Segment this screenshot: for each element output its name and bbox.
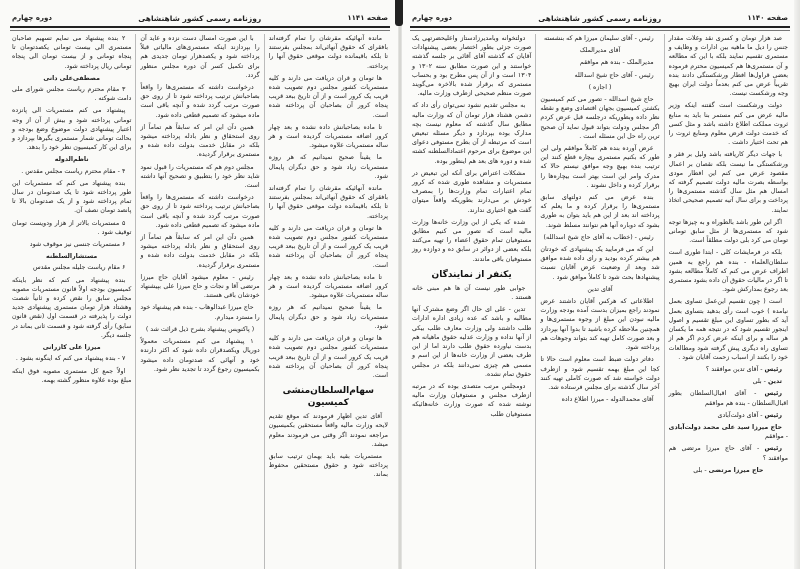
paragraph: جوابی طور نیست آن ها هم مبنی خانه هستند .: [412, 284, 532, 302]
vote-text: آقای دولت‌آبادی: [717, 411, 759, 419]
right-columns: [408, 34, 792, 569]
header-rule-thin: [410, 30, 790, 31]
binding-mark: [395, 0, 403, 26]
signature: مستشارالسلطنه: [46, 253, 98, 261]
proposal-heading: ۴ - مقام محترم ریاست مجلس مقدس .: [21, 167, 126, 175]
right-page-number: صفحه ۱۱۴۰: [747, 14, 788, 22]
right-page: [400, 0, 800, 569]
left-gazette-title: روزنامه رسمی کشور شاهنشاهی: [138, 13, 262, 23]
right-col-2: [535, 34, 663, 569]
section-heading: یکنفر از نمایندگان: [431, 269, 512, 280]
paragraph: بنده پیشنهاد می کنم که نظر باینکه کمیسیون بودجه اولاً قانون مستمریات مصوبه مجلس سابق را نقض کرده و ثانیاً شصت وهشتاد هزار تومان مستمری پیشنهادی جدید دولت را پذیرفته در قسمت اول (نقض قانون سابق) رأی گرفته شود و قسمت ثانی بماند در جلسه دیگر.: [12, 276, 132, 339]
paragraph: به مجلس تقدیم نشود نمی‌توان رأی داد که دشمن هشتاد هزار تومان آن که وزارت مالیه مطابق سال گذشته که معلوم نیست بچه مدارک بوده بپردازد و دیگر مسئله تبعیض است که مرتبطه از آن بطرح مستوفی دعوای این موضوع برای مرحوم اعتمادالسلطنه کشته شده و دوره های بعد هم اینطور بوده.: [412, 102, 532, 165]
paragraph: دفاتر دولت ضبط است معلوم است حالا تا کجا این مبلغ بهمه تقسیم شود و ازطرف دولت خواسته شد که صورت کاملی تهیه کنند آخر سال گذشته برای مجلس فرستاده شد.: [540, 356, 660, 391]
parenthetical-note: ( پاکنویس پیشنهاد بشرح ذیل قرائت شد ): [145, 325, 255, 333]
header-rule: [10, 26, 390, 28]
paragraph: رئیس - معلوم میشود آقایان حاج میرزا مرتضی آقا و نجات و حاج میرزا علی بپیشنهاد خودشان باقی هستند.: [140, 273, 260, 300]
right-col-3: [408, 34, 535, 569]
vote-line: رئیس - آقای حاج میرزا مرتضی هم موافقند ؟: [668, 445, 788, 462]
paragraph: با این صورت امسال دست نزده و عاید آن را بپردازند اینکه مستمری‌های مالیاتی قبلاً پرداخته شود و یکصدهزار تومان جدیدی هم برای تکمیل کسر آن دوره مجلس منظور گردد.: [140, 35, 260, 79]
paragraph: مشکلات اعتراض برای آنکه این تبعیض در مستمریات و مشاهده طوری شده که کرور تمام اعتبارات تمام وزارت‌ها را بمصرف خودش بر می‌دارند بطوریکه واقعاً میتوان گفت هیچ اختیاری ندارند.: [412, 169, 532, 214]
vote-line: تدین - بلی: [752, 378, 782, 386]
signature: ناظم‌الدوله: [54, 156, 89, 164]
speaker-heading: آقای تدین: [587, 285, 613, 293]
paragraph: مدیرالملک - بنده هم موافقم: [579, 59, 654, 67]
paragraph: همین دآن این امر که سابقاً هم تماماً از روی استحقاق و نظر بادله پرداخته میشود بلکه در مقابل خدمت بدولت داده شده و مستمری برقرار گردیده.: [140, 123, 260, 159]
paragraph: بنده پیشنهاد می کنم که مستمریات این طور پرداخته شود تا یک صدتومان در سال تمام پرداخته شود و از یک صدتومان بالا تا پانصد تومان نصف آن.: [12, 179, 132, 215]
paragraph: درخواست داشته که مستمری‌ها را واقعاً بصاحبانش ترتیب پرداخته شود تا از روی حق صورت مرتب گردد شده و آنچه باقی است ماده میشود که تصمیم قطعی داده شود.: [140, 194, 260, 229]
signature: میرزا علی کازرانی: [42, 344, 101, 352]
vote-line: رئیس - آقای تدین موافقند ؟: [705, 365, 782, 373]
paragraph: رئیس - آقای حاج شیخ اسدالله: [574, 71, 654, 79]
paragraph: ما یقیناً صحیح نمیدانیم که هر روزه مستمریات زیاد شود و حق دیگران پایمال شود.: [268, 304, 388, 330]
paragraph: رئیس - (خطاب به آقای حاج شیخ اسدالله): [543, 233, 654, 241]
paragraph: ( اجازه ): [588, 83, 612, 91]
paragraph: عرض آورده بنده هم کاملاً موافقم ولی این طور که بکنیم مستمری بیچاره قطع کنند این ترتیب بنده بهیچ وجه موافق نیستم حالا که مدرک وامر این است بهتر است بیچاره‌ها را برقرار کرده و داخل نشوند .: [540, 145, 660, 189]
paragraph: ها تومان و قران دریافت می دارند و کلیه مستمریات کشور مجلس دوم تصویب شده قریب یک کرور است و از آن تاریخ ببعد قریب پنجاه کرور آن بصاحبان آن پرداخته شده است.: [268, 335, 388, 379]
left-period-label: دوره چهارم: [12, 14, 52, 22]
right-col-1: [664, 34, 792, 569]
paragraph: این که می فرمایید یک پیشنهادی که خودتان هم بیشتر کرده بودید و رای داده شده موافق شد وبعد از وضعیت عرض آقایان نسبت پیشنهادها بحث شود تا کاملاً موافق شود .: [540, 246, 660, 281]
right-gazette-title: روزنامه رسمی کشور شاهنشاهی: [538, 13, 662, 23]
paragraph: آقای محمدالدوله - میرزا اطلاع داده: [561, 396, 654, 404]
proposal-heading: ۳ مقام محترم ریاست مجلس شورای ملی دامت شوکته .: [12, 86, 132, 103]
paragraph: دولتخوانه وبامدیرزادستاز واعلیحضرتهی یک صورت جزئی بطور اختصار بعضی پیشنهادات آقایان که گذشته آقای آقائی بر جلسه گذشته خواستند و این صورت مطابق سنه ۱۳۰۲ و ۱۳۰۴ است و از آن پس مطرح بود و بحساب مستمری که برقرار شده بالاخره می‌گویند صورت منظم صحیحی ازطرف وزارت مالیه.: [412, 35, 532, 98]
page-edge-shadow: [794, 0, 800, 569]
paragraph: مستمریات بقیه باید بهمان ترتیب سابق پرداخته شود و حقوق مستحقین محفوظ بماند.: [268, 452, 388, 479]
paragraph: مانده آنهائیکه مقرشان را تمام گرفته‌اند بافقرای که حقوق آنهائی‌اند بمجلس بفرستند تا بلکه باقیمانده دولت موقعی حقوق آنها را پرداخته.: [268, 35, 388, 70]
vote-text: موافقم: [764, 433, 784, 441]
paragraph: پیشنهاد می کنم مستمریات الی پانزده تومانی پرداخته شود و بیش از آن از وجه اعتبار پیشنهادی دولت موضوع وضع بودجه و بحالت تومانی شمار مستمری بگیرها بپردازد و برای این کار کمیسیون نظر خود را بدهد.: [12, 107, 132, 152]
paragraph: رئیس - آقای سلیمان میرزا هم که بنشسته: [544, 35, 654, 42]
paragraph: اطلاعاتی که هرکس آقایان داشتند عرض نمودند راجع بمیزان بدست آمده بودجه وزارت مالیه نبودن این مبلغ از وجوه مستمری‌ها و همچنین ملاحظه کرده باشید تا بدوا آنها بپردازد و بعد صورت کامل تهیه کند بتواند وجوهات هم پرداخته شود.: [540, 298, 660, 352]
vote-text: بلی: [752, 378, 762, 386]
vote-text: بلی: [693, 466, 703, 474]
speaker-name: رئیس: [764, 390, 782, 398]
vote-text: آقای تدین موافقند ؟: [705, 365, 759, 373]
speaker-name: رئیس: [764, 411, 782, 419]
paragraph: ۲ بنده پیشنهاد می نمایم تسهیم صاحبان مستمری الی بیست تومانی یکصدتومان تا پنجاه تومانی و از بیست تومان الی پنجاه تومانی ریال پرداخته شود.: [12, 35, 132, 70]
paragraph: ها تومان و قران دریافت می دارند و کلیه مستمریات کشور مجلس دوم تصویب شده قریب یک کرور است و از آن تاریخ ببعد قریب پنجاه کرور آن بصاحبان آن پرداخته شده است.: [268, 74, 388, 119]
paragraph: ۱ پیشنهاد می کنم مستمریات معمولاً دوریال ویکصدقران داده شود که اکثر دارنده خود و آنهائی که صدتومان داده میشود بکمیسیون رجوع گردد تا تجدید نظر شود.: [140, 338, 260, 373]
paragraph: تا ماده بصاحبانش داده نشده و بعد چهار کرور اضافه مستمریات گردیده است و هر ساله مستمریات علاوه میشود.: [268, 123, 388, 150]
speaker-name: تدین: [767, 378, 782, 386]
vote-line: رئیس - آقای اقبال‌السلطان بطور اقبال‌السلطان - بنده هم موافقم: [668, 390, 788, 407]
left-col-1: [264, 34, 392, 569]
paragraph: مجلس دوم هم که مستمریات را قبول نمود شاید نظر خود را بتطبیق و تصحیح آنها داشته است.: [140, 163, 260, 190]
proposal-heading: ۷ - بنده پیشنهاد می کنم که اینگونه بشود .: [15, 355, 126, 363]
paragraph: صد هزار تومان و کسری نقد وغلات مقدار جنس را دیل ما ماهیه بین ادارات و وظایف و مستمری تقسیم نمایند بلکه با این که مطالعه و آن مستمری‌ها هم کمیسیون محترم فرموده بعضی قراول‌ها افطار ورشکستگی دادند بنده تقریباً عرض می کنم بعدماً دولت ایران بهیچ وجه ورشکست نیست.: [668, 35, 788, 98]
proposal-heading: ۶ مقام ریاست جلیله مجلس مقدس: [32, 264, 126, 272]
paragraph: ها تومان و قران دریافت می دارند و کلیه مستمریات کشور مجلس دوم تصویب شده قریب یک کرور است و از آن تاریخ ببعد قریب پنجاه کرور آن بصاحبان آن پرداخته شده است.: [268, 224, 388, 269]
section-heading: سهام‌السلطان‌منشی کمیسیون: [282, 386, 375, 409]
paragraph: تا ماده بصاحبانش داده نشده و بعد چهار کرور اضافه مستمریات گردیده است و هر ساله مستمریات علاوه میشود.: [268, 273, 388, 300]
vote-line: حاج میرزا مرتضی - بلی: [693, 466, 764, 474]
paragraph: حاج شیخ اسدالله - تصور می کنم کمیسیون بکشتن کمیسیون بجهان اقتصادی وضع و نقطه نظر داده وبطوریکه درجلسه قبل عرض کردم اگر مجلس ودولت بتواند قبول نماید آن صحیح ترین راه حل این مسئله است .: [540, 96, 660, 140]
signature: مصطفی‌علی دانی: [43, 74, 101, 82]
paragraph: بنده عرض می کنم دولتهای سابق مستمری‌ها را برقرار کرده و ما یعلم که پرداخته اند بعد از این هم باید بتوان به طوری بشود که دوباره آنها هم نتوانند مسلط شوند.: [540, 194, 660, 229]
paragraph: اولاً جمع کل مستمری مصوبه فوق اینکه مبلغ بوده علاوه منظور گشته بهمه.: [12, 367, 132, 384]
proposal-item: ۶ مستمریات جنسی نیز موقوف شود: [29, 241, 126, 249]
left-columns: [8, 34, 392, 569]
speaker-name: رئیس: [764, 365, 782, 373]
paragraph: ما یقیناً صحیح نمیدانیم که هر روزه مستمریات زیاد شود و حق دیگران پایمال شود.: [268, 154, 388, 180]
paragraph: تدین - علی ای حال اگر وضع مشترک آنها مطالبه و باشد که عده زیادی اداره ادارات طلب داشتند ولی وزارت معارف طلب بیکی از آنها نداده و وزارت عدلیه حقوق ماهیانه هم بدست نیاورده حقوق طلب دارند اما از این طرف بعضی از وزارت خانه‌ها از این اسم و مسمی هم چیزی نمی‌دانند بلکه در مجلس حقوق تمام نشده.: [412, 306, 532, 378]
paragraph: آقای مدیرالملک: [579, 47, 621, 55]
vote-line: حاج میرزا سید علی محمد دولت‌آبادی - موافقم: [668, 423, 788, 441]
left-col-3: [8, 34, 135, 569]
proposal-item: ۵ مستمریات بالاتر از هزار ودویست تومان توقیف شود .: [12, 219, 132, 236]
paragraph: مانده آنهائیکه مقرشان را تمام گرفته‌اند بافقرای که حقوق آنهائی‌اند بمجلس بفرستند تا بلکه باقیمانده دولت موقعی حقوق آنها را پرداخته.: [268, 185, 388, 220]
paragraph: بلکه در فرمایشات کلی - ابتدا طوری است سلطان‌العلماء - بنده هم راجع به همین اطراف عرض می کنم که کاملاً مطالعه بشود تا اگر در مالیات حقوق آن داده بشود مستمری بعد رجوع بمدارکش شود.: [668, 249, 788, 294]
paragraph: درخواست داشته که مستمری‌ها را واقعاً بصاحبانش ترتیب پرداخته شود تا از روی حق صورت مرتب گردد شده و آنچه باقی است ماده میشود که تصمیم قطعی داده شود.: [140, 84, 260, 119]
left-page-header: [8, 6, 392, 30]
speaker-name: حاج میرزا مرتضی: [708, 466, 764, 474]
page-fold: [398, 0, 402, 569]
paragraph: با جهات دیگر کاریافته باشد ولیل بر فقر و ورشکستگی ما نیست بلکه نقصان بر اعمال مقصود عرض می کنم این افطار مودی بواسطه بصرت مالیه دولت تصمیم گرفته که امسال هم مثل سال گذشته مستمری‌ها را پرداخت و برای سال آتیه تصمیم صحیحی اتخاذ نمایند.: [668, 151, 788, 214]
paragraph: حاج میرزا عبدالوهاب - بنده هم پیشنهاد خود را مسترد میدارم.: [140, 304, 260, 321]
paragraph: دولت ورشکست است گفتنه اینکه وزیر مالیه عرض می کنم مستمر بنا باید به منابع ثروت مملکت اطلاع داشته باشد و مثل کسی که خدمت دولت قرض معلوم ومنابع ثروت را هم تحت اختیار داشت .: [668, 102, 788, 147]
paragraph: همین دآن این امر که سابقاً هم تماماً از روی استحقاق و نظر بادله پرداخته میشود بلکه در مقابل خدمت بدولت داده شده و مستمری برقرار گردیده.: [140, 234, 260, 269]
left-page-number: صفحه ۱۱۴۱: [347, 14, 388, 22]
vote-line: رئیس - آقای دولت‌آبادی: [717, 411, 782, 419]
paragraph: دومجلس مرتب متصدی بوده که در مرتبه ازطرف مجلس و مستوفیان وزارت مالیه نوشته شده که صورت وزارت خانه‌هائیکه مستوفیان طلب: [412, 382, 532, 418]
paragraph: است ( چون تقسیم این‌عمل تساوی بعمل نیامده ) خوب است رأی بدهید بتساوی بعمل آید که بطور تساوی این مبلغ تقسیم و اصول اینجور تقسیم شود که در نتیجه همه ما یکسان هر ساله و برای اینکه عرض کردم اگر هم از تساوی راه دیگری پیش گرفته شود ومطالعات خود را بکنند از اسباب زحمت آقایان شود .: [668, 298, 788, 361]
left-col-2: [135, 34, 263, 569]
speaker-name: رئیس: [764, 445, 782, 453]
vote-text: آقای اقبال‌السلطان بطور اقبال‌السلطان - بنده هم موافقم: [668, 390, 788, 407]
paragraph: آقای تدین اظهار فرمودند که موقع تقدیم لایحه وزارت مالیه واقعاً مستحقین بکمیسیون مراجعه نمودند اگر وقتی می فرمودند معلوم میشد.: [268, 413, 388, 448]
speaker-name: حاج میرزا سید علی محمد دولت‌آبادی: [668, 423, 782, 431]
right-period-label: دوره چهارم: [412, 14, 452, 22]
paragraph: شده که یکی از این وزارت خانه‌ها وزارت مالیه است که تصور می کنیم مطابق مستوفیان تمام حقوق اعضاء را تهیه می‌کنند بلکه بعضی از دوائر در سابق ده و دوازده روز مستوفیان باقی ماندند.: [412, 218, 532, 263]
header-rule: [410, 26, 790, 28]
vote-text: آقای حاج میرزا مرتضی هم موافقند ؟: [668, 445, 788, 462]
right-page-header: [408, 6, 792, 30]
header-rule-thin: [10, 30, 390, 31]
paragraph: اگر این طور باشد بالطوراه و به چیزها توجه شود که مستمری‌ها از مثل سابق تومانی تومان می کرد بلی دولت مطلقاً است.: [668, 218, 788, 245]
